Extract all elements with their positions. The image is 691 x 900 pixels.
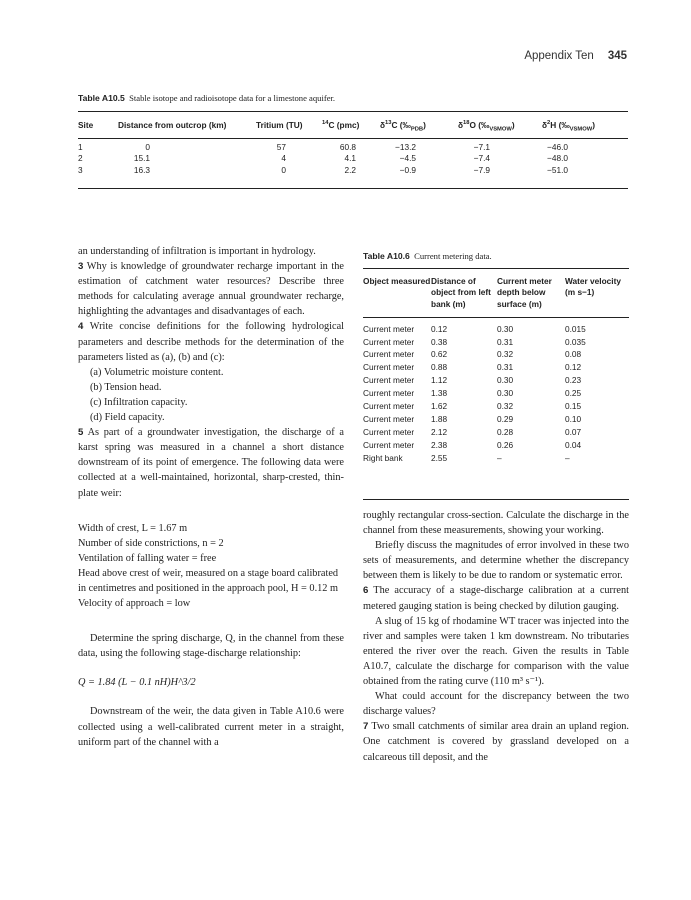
weir-data-line: Velocity of approach = low — [78, 598, 191, 610]
table-cell: 0.30 — [497, 323, 514, 334]
table-cell: Current meter — [363, 439, 415, 450]
col-distance: Distance of object from left bank (m) — [431, 276, 491, 309]
table-row — [363, 412, 629, 425]
table-cell: 0.31 — [497, 362, 514, 373]
table-row — [363, 361, 629, 374]
paragraph: A slug of 15 kg of rhodamine WT tracer was injected into the river and samples were taken 1 km downstream. No tributaries entered the river over the reach. Given the results in Table A10.7, calculate the discharge for comparison with the value obtained from the rating curve (110 m³ s⁻¹). — [363, 615, 629, 688]
table-cell: 1.38 — [431, 388, 448, 399]
table-a10-5-top-rule — [78, 111, 628, 112]
col-14c: $^{14}$C (pmc) — [322, 120, 360, 130]
col-distance: Distance from outcrop (km) — [118, 120, 227, 130]
table-cell: Current meter — [363, 349, 415, 360]
table-a10-5-caption: Table A10.5 Stable isotope and radioisotope data for a limestone aquifer. — [78, 93, 336, 103]
table-row: 3 16.3 0 2.2 −0.9 −7.9 −51.0 — [78, 164, 568, 175]
table-row — [363, 322, 629, 335]
table-cell: 0.29 — [497, 413, 514, 424]
table-cell: Current meter — [363, 413, 415, 424]
table-a10-6-label: Table A10.6 — [363, 251, 410, 261]
paragraph: What could account for the discrepancy between the two discharge values? — [363, 691, 629, 718]
table-row — [363, 451, 629, 464]
table-cell: 0.15 — [565, 401, 582, 411]
page-number: 345 — [607, 50, 627, 62]
col-d18o: $\delta^{18}O$ $(‰_{VSMOW})$ — [458, 120, 515, 133]
table-cell: Current meter — [363, 426, 415, 437]
col-site: Site — [78, 120, 94, 130]
paragraph: Downstream of the weir, the data given in Table A10.6 were collected using a well-calibrated current meter in a straight, uniform part of the channel with a — [78, 706, 344, 748]
paragraph: an understanding of infiltration is important in hydrology. — [78, 246, 316, 257]
table-row: 2 15.1 4 4.1 −4.5 −7.4 −48.0 — [78, 153, 568, 164]
list-item: (a) Volumetric moisture content. — [90, 366, 224, 378]
table-cell: 0.12 — [431, 323, 448, 334]
table-row — [363, 374, 629, 387]
table-row — [363, 425, 629, 438]
table-cell: 0.035 — [565, 336, 586, 347]
table-header-row — [78, 120, 628, 136]
header-title: Appendix Ten — [524, 50, 594, 62]
table-cell: 0.015 — [565, 323, 586, 334]
table-a10-5 — [78, 120, 628, 176]
list-item: (c) Infiltration capacity. — [90, 396, 188, 408]
table-cell: 0.38 — [431, 336, 448, 347]
col-d2h: $\delta^2H$ $(‰_{VSMOW})$ — [542, 120, 595, 133]
col-depth: Current meter depth below surface (m) — [497, 276, 552, 309]
weir-data-line: Ventilation of falling water = free — [78, 552, 217, 564]
question-4: 4 Write concise definitions for the following hydrological parameters and describe methods for the determination of the parameters listed as (a), (b) and (c): — [78, 321, 345, 363]
right-column — [363, 508, 629, 765]
table-cell: 2.55 — [431, 452, 448, 463]
table-a10-5-bottom-rule — [78, 188, 628, 189]
weir-data-line: Number of side constrictions, n = 2 — [78, 537, 224, 549]
table-cell: 2.12 — [431, 426, 448, 437]
table-a10-6-caption: Table A10.6 Current metering data. — [363, 251, 492, 261]
table-row — [363, 348, 629, 361]
table-cell: 0.04 — [565, 439, 582, 450]
table-cell: 0.28 — [497, 426, 514, 437]
table-cell: 1.88 — [431, 413, 448, 424]
table-cell: 1.12 — [431, 375, 448, 386]
table-cell: Current meter — [363, 336, 415, 347]
table-cell: 0.30 — [497, 388, 514, 399]
table-cell: 0.08 — [565, 349, 582, 360]
table-cell: – — [565, 452, 570, 463]
table-cell: 0.32 — [497, 401, 514, 411]
col-velocity: Water velocity (m s−1) — [565, 276, 621, 298]
table-cell: Current meter — [363, 323, 415, 334]
table-cell: 0.88 — [431, 362, 448, 373]
question-5: 5 As part of a groundwater investigation, the discharge of a karst spring was measured in a channel a short distance downstream of its point of emergence. The following data were collected at a well-maintained, horizontal, sharp-crested, thin-plate weir: — [78, 427, 344, 499]
left-column — [78, 244, 344, 750]
table-row — [363, 387, 629, 400]
table-cell: 0.07 — [565, 426, 582, 437]
table-cell: Right bank — [363, 452, 403, 463]
table-cell: Current meter — [363, 401, 415, 411]
paragraph: roughly rectangular cross-section. Calculate the discharge in the channel from these measurements, showing your working. — [363, 510, 629, 537]
table-header-row — [363, 276, 629, 322]
table-row — [363, 438, 629, 451]
table-row — [363, 400, 629, 413]
stage-discharge-equation: Q = 1.84 (L − 0.1 nH)H^3/2 — [78, 677, 196, 689]
list-item: (d) Field capacity. — [90, 412, 165, 424]
table-cell: Current meter — [363, 375, 415, 386]
table-a10-6-bottom-rule — [363, 499, 629, 500]
table-cell: 0.31 — [497, 336, 514, 347]
table-cell: 0.10 — [565, 413, 582, 424]
question-7: 7 Two small catchments of similar area drain an upland region. One catchment is covered by grassland developed on a calcareous till deposit, and the — [363, 721, 629, 763]
weir-data-line: Width of crest, L = 1.67 m — [78, 522, 188, 534]
table-cell: Current meter — [363, 362, 415, 373]
table-cell: 0.32 — [497, 349, 514, 360]
col-tritium: Tritium (TU) — [256, 120, 303, 130]
table-cell: 2.38 — [431, 439, 448, 450]
table-cell: 0.30 — [497, 375, 514, 386]
question-3: 3 Why is knowledge of groundwater recharge important in the estimation of catchment water resources? Describe three methods for calculating average annual groundwater recharge, highlighting the advantages and disadvantages of each. — [78, 261, 344, 318]
table-cell: 0.62 — [431, 349, 448, 360]
table-cell: Current meter — [363, 388, 415, 399]
list-item: (b) Tension head. — [90, 381, 162, 393]
col-object: Object measured — [363, 276, 431, 286]
table-cell: 0.26 — [497, 439, 514, 450]
table-a10-5-label: Table A10.5 — [78, 93, 125, 103]
question-6: 6 The accuracy of a stage-discharge calibration at a current metered gauging station is being checked by dilution gauging. — [363, 585, 629, 612]
table-row: 1 0 57 60.8 −13.2 −7.1 −46.0 — [78, 141, 568, 152]
table-cell: – — [497, 452, 502, 463]
table-cell: 0.23 — [565, 375, 582, 386]
weir-data-line: Head above crest of weir, measured on a stage board calibrated in centimetres and positioned in the approach pool, H = 0.12 m — [78, 567, 339, 594]
table-cell: 1.62 — [431, 401, 448, 411]
table-a10-6 — [363, 276, 629, 464]
table-cell: 0.25 — [565, 388, 582, 399]
paragraph: Briefly discuss the magnitudes of error involved in these two sets of measurements, and determine whether the discrepancy between them is likely to be due to random or systematic error. — [363, 540, 629, 582]
table-a10-6-top-rule — [363, 268, 629, 269]
table-row — [363, 335, 629, 348]
col-d13c: $\delta^{13}C$ $(‰_{PDB})$ — [380, 120, 426, 133]
table-cell: 0.12 — [565, 362, 582, 373]
paragraph: Determine the spring discharge, Q, in the channel from these data, using the following stage-discharge relationship: — [78, 633, 344, 660]
running-header — [0, 50, 627, 62]
